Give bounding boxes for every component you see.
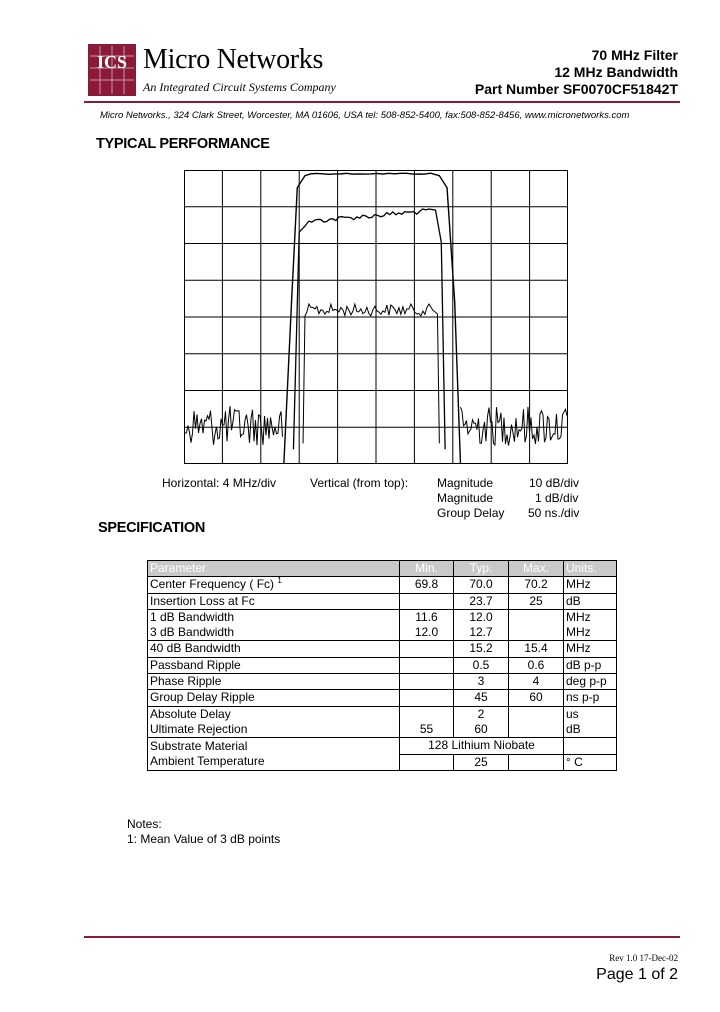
min-cell (400, 706, 454, 722)
trace-name: Magnitude (437, 491, 494, 505)
trace-name: Magnitude (437, 476, 494, 490)
column-header: Typ. (454, 561, 509, 577)
typ-cell: 0.5 (454, 657, 509, 673)
merged-value-cell: 128 Lithium Niobate (400, 738, 564, 754)
column-header: Parameter (148, 561, 400, 577)
units-cell: MHz (564, 641, 617, 657)
min-cell (400, 674, 454, 690)
max-cell (509, 706, 564, 722)
param-cell: 40 dB Bandwidth (148, 641, 400, 657)
company-tagline: An Integrated Circuit Systems Company (143, 80, 336, 94)
trace-scale: 10 dB/div (529, 476, 580, 490)
typ-cell: 70.0 (454, 577, 509, 593)
table-row (148, 641, 617, 657)
param-cell: 1 dB Bandwidth (148, 609, 400, 625)
notes-heading: Notes: (127, 817, 162, 831)
units-cell (564, 738, 617, 754)
units-cell: dB p-p (564, 657, 617, 673)
table-row (148, 706, 617, 722)
logo-text: ICS (96, 52, 128, 72)
max-cell (509, 625, 564, 641)
max-cell: 25 (509, 593, 564, 609)
min-cell: 12.0 (400, 625, 454, 641)
company-name: Micro Networks (143, 44, 324, 75)
param-cell: Ultimate Rejection (148, 722, 400, 738)
typ-cell: 25 (454, 754, 509, 770)
magnitude-1db-trace (293, 209, 445, 449)
note-item: 1: Mean Value of 3 dB points (127, 832, 281, 846)
page-number: Page 1 of 2 (596, 966, 678, 983)
min-cell (400, 641, 454, 657)
stopband-noise-right (460, 407, 566, 446)
param-cell: Substrate Material (148, 738, 400, 754)
param-cell: Ambient Temperature (148, 754, 400, 770)
trace-scale: 50 ns./div (528, 506, 580, 520)
bandwidth-title: 12 MHz Bandwidth (554, 64, 678, 80)
max-cell (509, 609, 564, 625)
max-cell: 4 (509, 674, 564, 690)
specification-heading: SPECIFICATION (98, 520, 206, 536)
max-cell (509, 754, 564, 770)
min-cell: 69.8 (400, 577, 454, 593)
column-header: Units. (564, 561, 617, 577)
min-cell (400, 657, 454, 673)
company-address: Micro Networks., 324 Clark Street, Worcester, MA 01606, USA tel: 508-852-5400, fax:508-852-8456, www.micronetworks.com (100, 110, 630, 121)
column-header: Min. (400, 561, 454, 577)
table-row (148, 722, 617, 738)
product-title: 70 MHz Filter (591, 47, 678, 63)
max-cell: 15.4 (509, 641, 564, 657)
units-cell: deg p-p (564, 674, 617, 690)
trace-name: Group Delay (437, 506, 505, 520)
trace-scale: 1 dB/div (535, 491, 579, 505)
revision-label: Rev 1.0 17-Dec-02 (609, 953, 678, 963)
chart-grid (184, 170, 568, 464)
typ-cell: 60 (454, 722, 509, 738)
header-divider (84, 101, 680, 103)
typ-cell: 12.0 (454, 609, 509, 625)
typ-cell: 23.7 (454, 593, 509, 609)
param-cell: Group Delay Ripple (148, 690, 400, 706)
units-cell: dB (564, 593, 617, 609)
min-cell (400, 690, 454, 706)
max-cell (509, 722, 564, 738)
units-cell: MHz (564, 625, 617, 641)
typ-cell: 15.2 (454, 641, 509, 657)
param-cell: Insertion Loss at Fc (148, 593, 400, 609)
table-row (148, 674, 617, 690)
table-row (148, 625, 617, 641)
performance-chart (184, 170, 568, 464)
typ-cell: 45 (454, 690, 509, 706)
units-cell: MHz (564, 609, 617, 625)
typ-cell: 12.7 (454, 625, 509, 641)
param-cell: Phase Ripple (148, 674, 400, 690)
table-row (148, 593, 617, 609)
horizontal-scale: Horizontal: 4 MHz/div (162, 476, 277, 490)
units-cell: ns p-p (564, 690, 617, 706)
min-cell (400, 593, 454, 609)
group-delay-trace (303, 304, 439, 443)
min-cell: 11.6 (400, 609, 454, 625)
units-cell: MHz (564, 577, 617, 593)
units-cell: us (564, 706, 617, 722)
specification-table (147, 560, 617, 771)
column-header: Max. (509, 561, 564, 577)
table-row (148, 609, 617, 625)
table-header-row (148, 561, 617, 577)
table-row (148, 657, 617, 673)
max-cell: 60 (509, 690, 564, 706)
units-cell: dB (564, 722, 617, 738)
typ-cell: 3 (454, 674, 509, 690)
table-row (148, 577, 617, 593)
table-row (148, 754, 617, 770)
stopband-noise-left (185, 406, 283, 445)
footer-divider (84, 936, 680, 938)
performance-heading: TYPICAL PERFORMANCE (96, 136, 270, 152)
param-cell: Center Frequency ( Fc) $^1$ (148, 577, 400, 593)
max-cell: 0.6 (509, 657, 564, 673)
vertical-scale-label: Vertical (from top): (310, 476, 409, 490)
param-cell: Absolute Delay (148, 706, 400, 722)
min-cell: 55 (400, 722, 454, 738)
units-cell: ° C (564, 754, 617, 770)
min-cell (400, 754, 454, 770)
part-number: Part Number SF0070CF51842T (474, 81, 678, 97)
table-row (148, 690, 617, 706)
param-cell: 3 dB Bandwidth (148, 625, 400, 641)
table-row (148, 738, 617, 754)
ics-logo (88, 44, 136, 96)
max-cell: 70.2 (509, 577, 564, 593)
param-cell: Passband Ripple (148, 657, 400, 673)
typ-cell: 2 (454, 706, 509, 722)
